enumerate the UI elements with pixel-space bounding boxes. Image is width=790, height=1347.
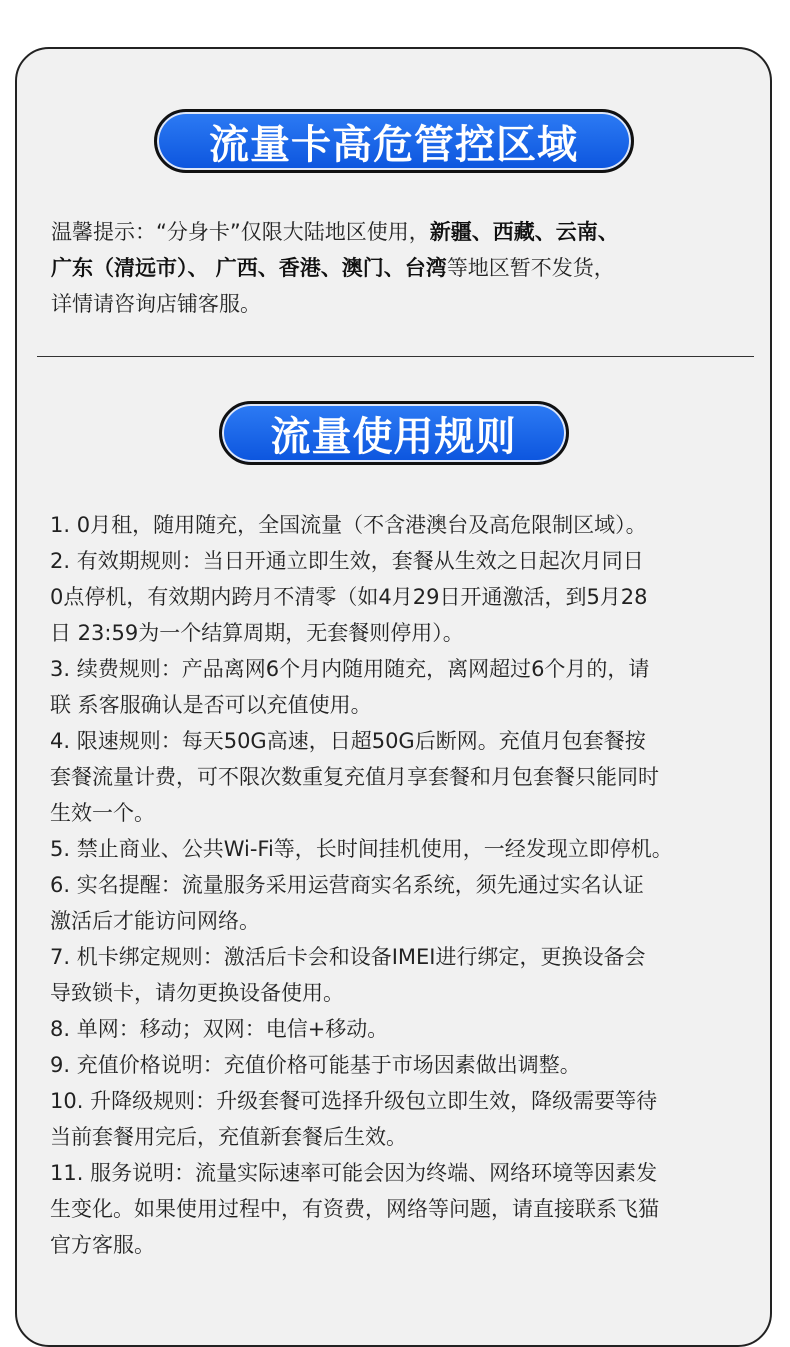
usage-rules-list <box>50 507 765 1263</box>
notice-prefix: 温馨提示：“分身卡”仅限大陆地区使用， <box>51 220 430 244</box>
rule-line: 0点停机，有效期内跨月不清零（如4月29日开通激活，到5月28 <box>50 585 648 609</box>
rule-line: 官方客服。 <box>50 1233 155 1257</box>
rule-line: 2. 有效期规则：当日开通立即生效，套餐从生效之日起次月同日 <box>50 549 644 573</box>
notice-line-2 <box>51 250 741 286</box>
rule-line: 11. 服务说明：流量实际速率可能会因为终端、网络环境等因素发 <box>50 1161 658 1185</box>
rule-line: 激活后才能访问网络。 <box>50 909 260 933</box>
rule-line: 7. 机卡绑定规则：激活后卡会和设备IMEI进行绑定，更换设备会 <box>50 945 646 969</box>
rule-item <box>50 1011 765 1047</box>
rule-item <box>50 543 765 651</box>
rule-line: 日 23:59为一个结算周期，无套餐则停用）。 <box>50 621 464 645</box>
rule-line: 1. 0月租，随用随充，全国流量（不含港澳台及高危限制区域）。 <box>50 513 647 537</box>
rule-line: 生变化。如果使用过程中，有资费，网络等问题，请直接联系飞猫 <box>50 1197 659 1221</box>
rules-card <box>15 47 772 1347</box>
rule-item <box>50 1155 765 1263</box>
rule-line: 当前套餐用完后，充值新套餐后生效。 <box>50 1125 407 1149</box>
rule-item <box>50 1083 765 1155</box>
rule-line: 6. 实名提醒：流量服务采用运营商实名系统，须先通过实名认证 <box>50 873 644 897</box>
notice-line-1 <box>51 214 741 250</box>
rule-item <box>50 651 765 723</box>
rule-item <box>50 939 765 1011</box>
rule-line: 联 系客服确认是否可以充值使用。 <box>50 693 372 717</box>
notice-suffix: 等地区暂不发货， <box>446 256 615 280</box>
rule-line: 8. 单网：移动；双网：电信+移动。 <box>50 1017 389 1041</box>
rule-line: 9. 充值价格说明：充值价格可能基于市场因素做出调整。 <box>50 1053 581 1077</box>
section-title-high-risk-areas: 流量卡高危管控区域 <box>154 109 634 173</box>
notice-line-3: 详情请咨询店铺客服。 <box>51 292 261 316</box>
rule-item <box>50 831 765 867</box>
notice-regions-1: 新疆、西藏、云南、 <box>429 220 619 244</box>
rule-line: 3. 续费规则：产品离网6个月内随用随充，离网超过6个月的，请 <box>50 657 650 681</box>
rule-item <box>50 1047 765 1083</box>
rule-line: 导致锁卡，请勿更换设备使用。 <box>50 981 344 1005</box>
section-divider <box>37 356 754 357</box>
notice-regions-2: 广东（清远市）、 广西、香港、澳门、台湾 <box>51 256 447 280</box>
rule-item <box>50 723 765 831</box>
rule-item <box>50 867 765 939</box>
section-title-usage-rules: 流量使用规则 <box>219 401 569 465</box>
rule-line: 套餐流量计费，可不限次数重复充值月享套餐和月包套餐只能同时 <box>50 765 659 789</box>
rule-item <box>50 507 765 543</box>
rule-line: 5. 禁止商业、公共Wi-Fi等，长时间挂机使用，一经发现立即停机。 <box>50 837 673 861</box>
rule-line: 10. 升降级规则：升级套餐可选择升级包立即生效，降级需要等待 <box>50 1089 658 1113</box>
rule-line: 生效一个。 <box>50 801 155 825</box>
rule-line: 4. 限速规则：每天50G高速，日超50G后断网。充值月包套餐按 <box>50 729 646 753</box>
shipping-notice <box>51 214 741 322</box>
